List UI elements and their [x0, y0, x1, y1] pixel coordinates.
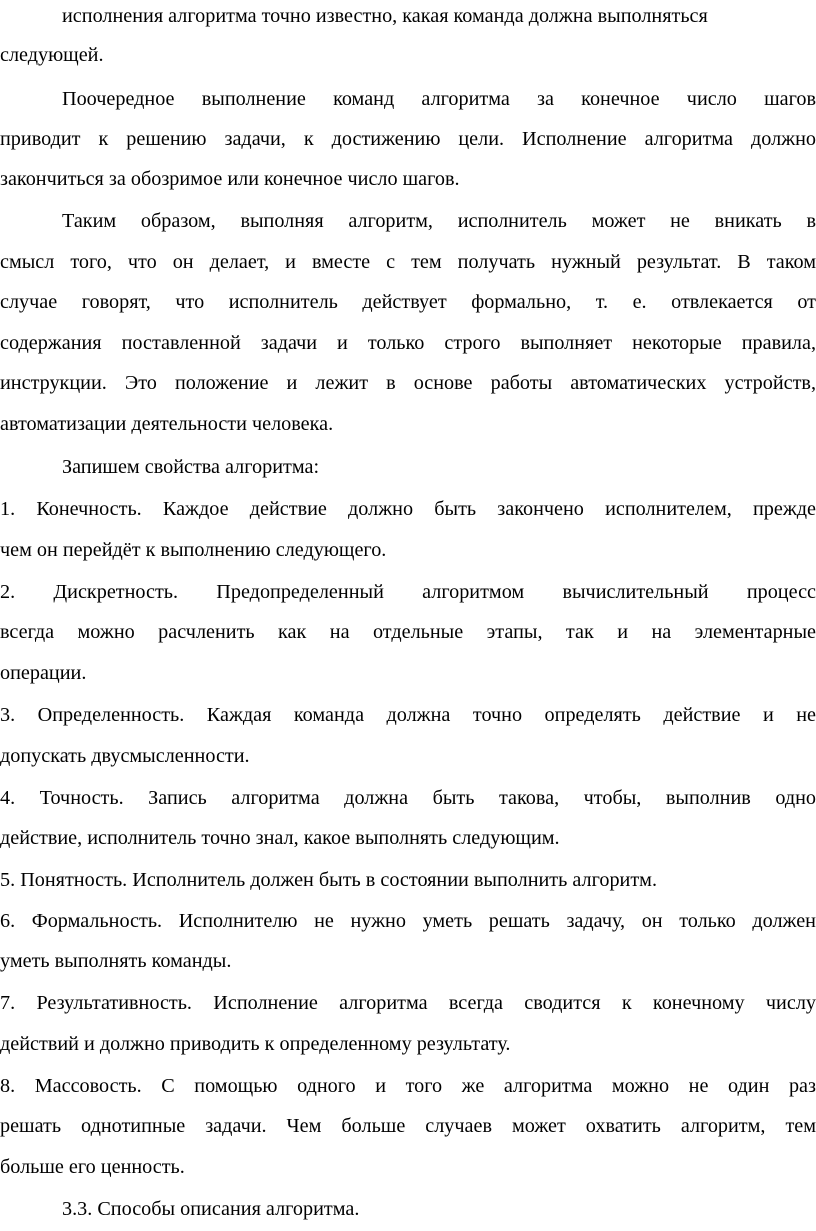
property-6-line-1: 6. Формальность. Исполнителю не нужно уметь решать задачу, он только должен: [0, 910, 816, 932]
section-heading: 3.3. Способы описания алгоритма.: [62, 1198, 360, 1220]
property-2-line-3: операции.: [0, 662, 87, 684]
property-7-line-1: 7. Результативность. Исполнение алгоритма всегда сводится к конечному числу: [0, 992, 816, 1014]
property-3-line-2: допускать двусмысленности.: [0, 745, 250, 767]
property-1-line-1: 1. Конечность. Каждое действие должно быть закончено исполнителем, прежде: [0, 498, 816, 520]
paragraph-3-line-1: Таким образом, выполняя алгоритм, исполнитель может не вникать в: [62, 210, 816, 232]
paragraph-3-line-6: автоматизации деятельности человека.: [0, 413, 334, 435]
property-8-line-2: решать однотипные задачи. Чем больше случаев может охватить алгоритм, тем: [0, 1115, 816, 1137]
paragraph-2-line-1: Поочередное выполнение команд алгоритма за конечное число шагов: [62, 88, 816, 110]
property-4-line-1: 4. Точность. Запись алгоритма должна быть такова, чтобы, выполнив одно: [0, 787, 816, 809]
paragraph-2-line-3: закончиться за обозримое или конечное число шагов.: [0, 168, 460, 190]
property-3-line-1: 3. Определенность. Каждая команда должна точно определять действие и не: [0, 704, 816, 726]
properties-intro: Запишем свойства алгоритма:: [62, 456, 320, 478]
paragraph-3-line-3: случае говорят, что исполнитель действует формально, т. е. отвлекается от: [0, 291, 816, 313]
paragraph-2-line-2: приводит к решению задачи, к достижению цели. Исполнение алгоритма должно: [0, 128, 816, 150]
property-6-line-2: уметь выполнять команды.: [0, 950, 232, 972]
property-8-line-3: больше его ценность.: [0, 1156, 185, 1178]
property-2-line-2: всегда можно расчленить как на отдельные этапы, так и на элементарные: [0, 621, 816, 643]
paragraph-3-line-2: смысл того, что он делает, и вместе с тем получать нужный результат. В таком: [0, 251, 816, 273]
paragraph-1-line-2: следующей.: [0, 44, 104, 66]
property-1-line-2: чем он перейдёт к выполнению следующего.: [0, 539, 387, 561]
paragraph-1-line-1: исполнения алгоритма точно известно, какая команда должна выполняться: [62, 5, 708, 27]
property-2-line-1: 2. Дискретность. Предопределенный алгоритмом вычислительный процесс: [0, 581, 816, 603]
property-4-line-2: действие, исполнитель точно знал, какое выполнять следующим.: [0, 827, 560, 849]
property-7-line-2: действий и должно приводить к определенному результату.: [0, 1033, 511, 1055]
property-5-line-1: 5. Понятность. Исполнитель должен быть в состоянии выполнить алгоритм.: [0, 869, 657, 891]
paragraph-3-line-4: содержания поставленной задачи и только строго выполняет некоторые правила,: [0, 332, 816, 354]
property-8-line-1: 8. Массовость. С помощью одного и того же алгоритма можно не один раз: [0, 1075, 816, 1097]
paragraph-3-line-5: инструкции. Это положение и лежит в основе работы автоматических устройств,: [0, 372, 816, 394]
